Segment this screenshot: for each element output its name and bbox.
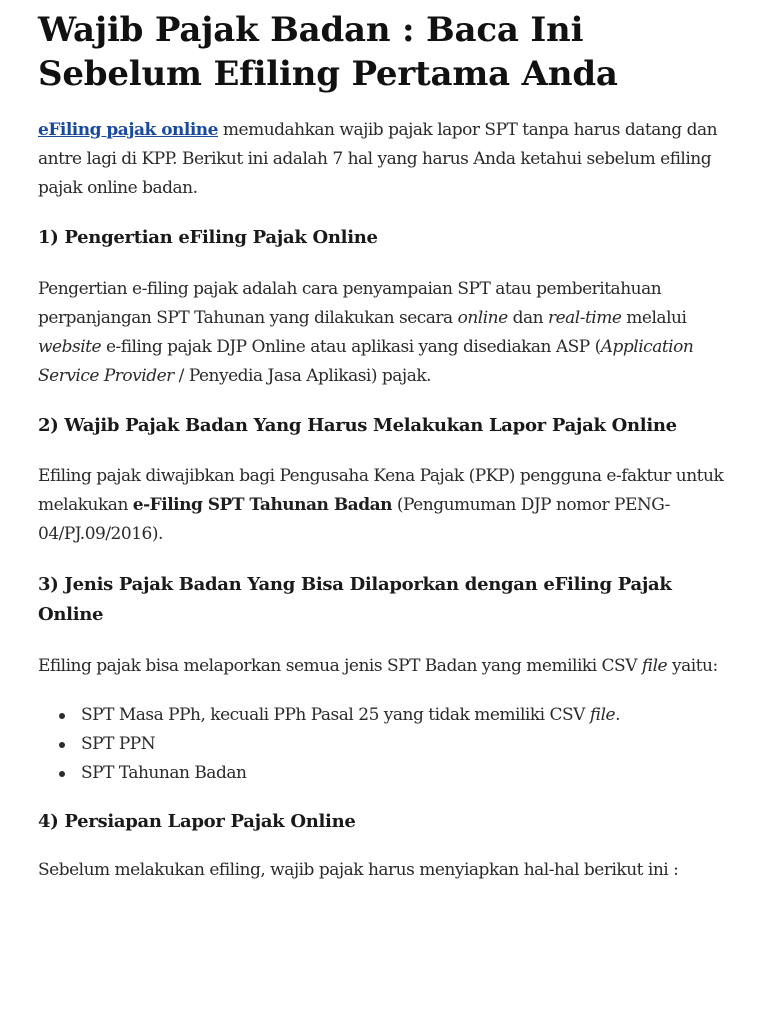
section-2-paragraph (38, 462, 742, 549)
emphasis: online (457, 308, 508, 328)
text: Pengertian e-filing pajak adalah cara penyampaian SPT atau pemberitahuan perpanjangan SPT Tahunan yang dilakukan secara (38, 279, 662, 328)
section-1-paragraph (38, 275, 742, 391)
text: e-filing pajak DJP Online atau aplikasi yang disediakan ASP ( (101, 337, 601, 357)
text: dan (507, 308, 548, 328)
list-item (81, 759, 742, 788)
text: SPT PPN (81, 734, 156, 754)
text: Efiling pajak bisa melaporkan semua jenis SPT Badan yang memiliki CSV (38, 656, 642, 676)
emphasis: file (589, 705, 616, 725)
article-title: Wajib Pajak Badan : Baca Ini Sebelum Efiling Pertama Anda (38, 10, 618, 94)
section-3-heading: 3) Jenis Pajak Badan Yang Bisa Dilaporkan dengan eFiling Pajak Online (38, 574, 672, 625)
section-1-heading: 1) Pengertian eFiling Pajak Online (38, 227, 378, 248)
intro-text: memudahkan wajib pajak lapor SPT tanpa harus datang dan antre lagi di KPP. Berikut ini adalah 7 hal yang harus Anda ketahui sebelum efiling pajak online badan. (38, 120, 718, 198)
section-4-paragraph (38, 856, 742, 885)
emphasis: file (641, 656, 668, 676)
efiling-link[interactable]: eFiling pajak online (38, 120, 218, 140)
section-2-heading: 2) Wajib Pajak Badan Yang Harus Melakukan Lapor Pajak Online (38, 415, 677, 436)
text: (Pengumuman DJP nomor PENG-04/PJ.09/2016). (38, 495, 670, 544)
intro-paragraph (38, 116, 742, 203)
spt-type-list (38, 701, 742, 788)
list-item (81, 730, 742, 759)
emphasis: real-time (547, 308, 622, 328)
text: yaitu: (667, 656, 718, 676)
section-3-paragraph (38, 652, 742, 681)
text: melalui (621, 308, 687, 328)
text: / Penyedia Jasa Aplikasi) pajak. (173, 366, 432, 386)
bold-text: e-Filing SPT Tahunan Badan (132, 495, 392, 515)
text: SPT Masa PPh, kecuali PPh Pasal 25 yang tidak memiliki CSV (81, 705, 590, 725)
text: Efiling pajak diwajibkan bagi Pengusaha Kena Pajak (PKP) pengguna e-faktur untuk melakukan (38, 466, 724, 515)
list-item (81, 701, 742, 730)
text: . (615, 705, 620, 725)
text: Sebelum melakukan efiling, wajib pajak harus menyiapkan hal-hal berikut ini : (38, 860, 679, 880)
emphasis: website (38, 337, 102, 357)
text: SPT Tahunan Badan (81, 763, 247, 783)
article (38, 8, 742, 885)
emphasis: Application Service Provider (38, 337, 694, 386)
section-4-heading: 4) Persiapan Lapor Pajak Online (38, 811, 356, 832)
